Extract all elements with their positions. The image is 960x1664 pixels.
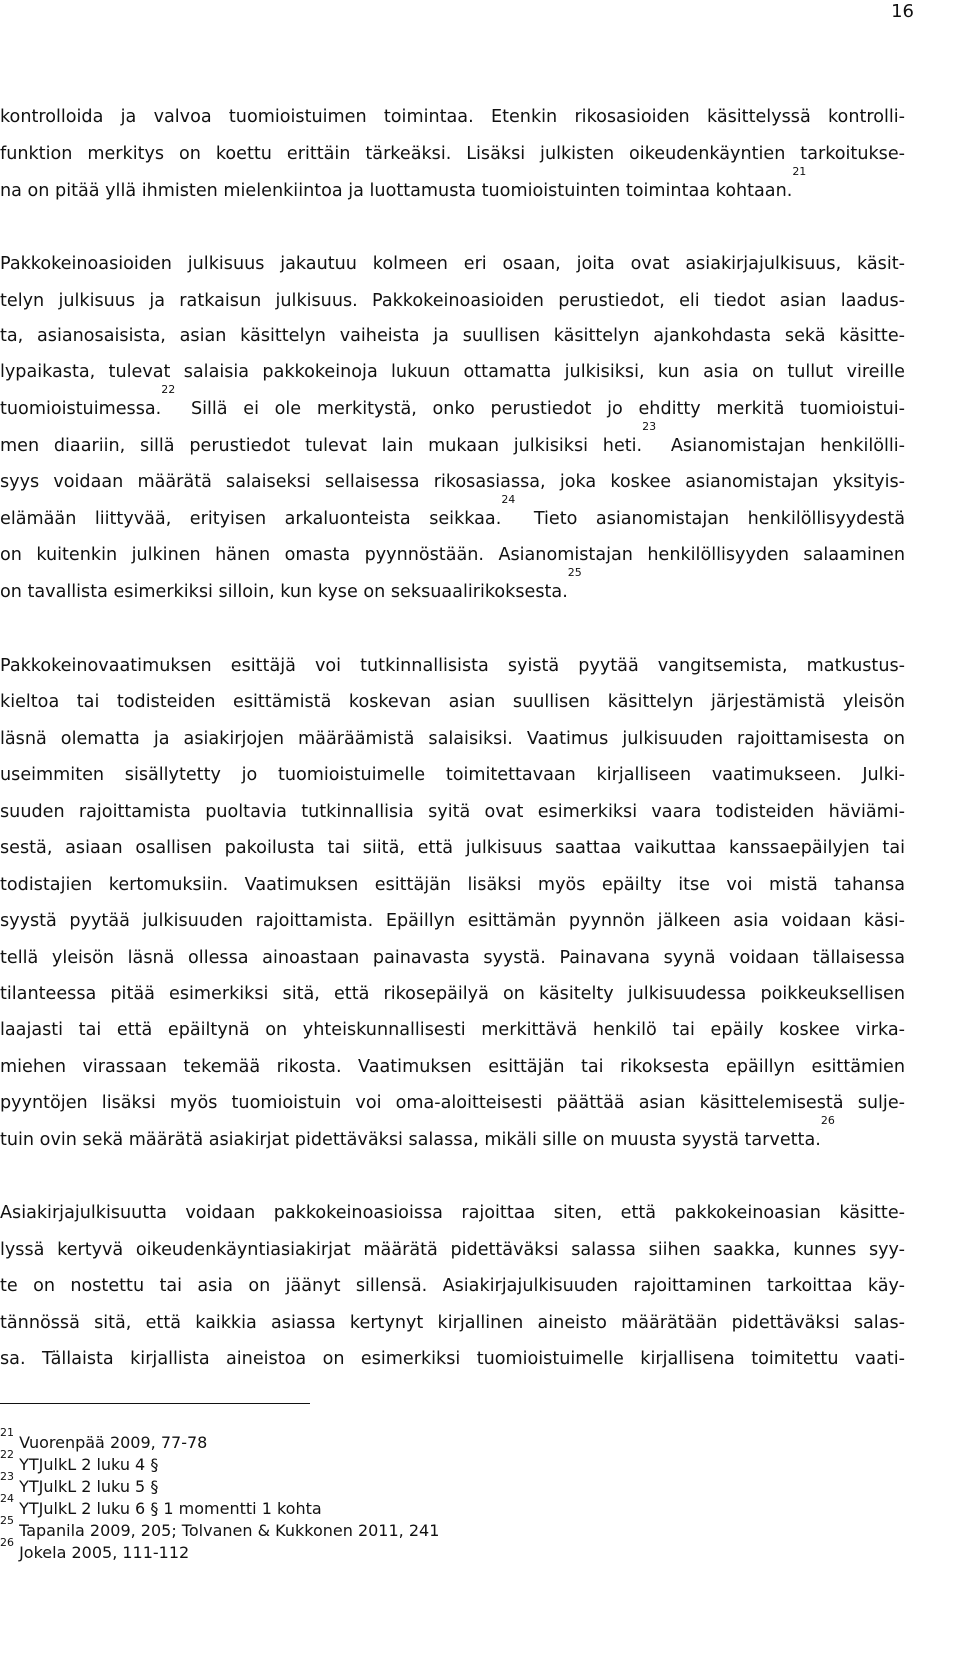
text-line: Pakkokeinovaatimuksen esittäjä voi tutkinnallisista syistä pyytää vangitsemista, matkustus-	[0, 656, 905, 676]
text-line: sa. Tällaista kirjallista aineistoa on esimerkiksi tuomioistuimelle kirjallisena toimitettu vaati-	[0, 1349, 905, 1369]
text-line: tännössä sitä, että kaikkia asiassa kertynyt kirjallinen aineisto määrätään pidettäväksi salas-	[0, 1313, 905, 1333]
footnote-ref: 25	[567, 566, 582, 579]
text-line: tuin ovin sekä määrätä asiakirjat pidettäväksi salassa, mikäli sille on muusta syystä tarvetta.$^{26}$	[0, 1114, 835, 1150]
text-line: miehen virassaan tekemää rikosta. Vaatimuksen esittäjän tai rikoksesta epäillyn esittämien	[0, 1057, 905, 1077]
text-line: sestä, asiaan osallisen pakoilusta tai siitä, että julkisuus saattaa vaikuttaa kanssaepäilyjen tai	[0, 838, 905, 858]
footnote-number: 25	[0, 1514, 14, 1527]
text-line: Pakkokeinoasioiden julkisuus jakautuu kolmeen eri osaan, joita ovat asiakirjajulkisuus, käsit-	[0, 254, 905, 274]
text-line: lyssä kertyvä oikeudenkäyntiasiakirjat määrätä pidettäväksi salassa siihen saakka, kunnes syy-	[0, 1240, 905, 1260]
text-line: on tavallista esimerkiksi silloin, kun kyse on seksuaalirikoksesta.$^{25}$	[0, 566, 582, 602]
footnote-ref: 23	[642, 420, 657, 433]
text-line: laajasti tai että epäiltynä on yhteiskunnallisesti merkittävä henkilö tai epäily koskee virka-	[0, 1020, 905, 1040]
footnote-ref: 26	[820, 1114, 835, 1127]
text-line: kontrolloida ja valvoa tuomioistuimen toimintaa. Etenkin rikosasioiden käsittelyssä kontrolli-	[0, 107, 905, 127]
text-line: on kuitenkin julkinen hänen omasta pyynnöstään. Asianomistajan henkilöllisyyden salaaminen	[0, 545, 905, 565]
footnote-separator	[0, 1403, 310, 1404]
text-line: funktion merkitys on koettu erittäin tärkeäksi. Lisäksi julkisten oikeudenkäyntien tarkoitukse-	[0, 144, 905, 164]
text-line: suuden rajoittamista puoltavia tutkinnallisia syitä ovat esimerkiksi vaara todisteiden häviämi-	[0, 802, 905, 822]
text-line: ta, asianosaisista, asian käsittelyn vaiheista ja suullisen käsittelyn ajankohdasta sekä käsitte-	[0, 326, 905, 346]
text-line: na on pitää yllä ihmisten mielenkiintoa ja luottamusta tuomioistuinten toimintaa kohtaan.$^{21}$	[0, 165, 807, 201]
text-line: syys voidaan määrätä salaiseksi sellaisessa rikosasiassa, joka koskee asianomistajan yksityis-	[0, 472, 905, 492]
footnote: $^{26}$ Jokela 2005, 111-112	[0, 1536, 190, 1562]
footnote-number: 24	[0, 1492, 14, 1505]
text-line: syystä pyytää julkisuuden rajoittamista. Epäillyn esittämän pyynnön jälkeen asia voidaan käsi-	[0, 911, 905, 931]
text-line: men diaariin, sillä perustiedot tulevat lain mukaan julkisiksi heti.$^{23}$ Asianomistajan henkilölli-	[0, 420, 905, 456]
text-line: te on nostettu tai asia on jäänyt sillensä. Asiakirjajulkisuuden rajoittaminen tarkoittaa käy-	[0, 1276, 905, 1296]
footnote: $^{23}$ YTJulkL 2 luku 5 §	[0, 1470, 159, 1496]
text-line: pyyntöjen lisäksi myös tuomioistuin voi oma-aloitteisesti päättää asian käsittelemisestä sulje-	[0, 1093, 905, 1113]
text-line: todistajien kertomuksiin. Vaatimuksen esittäjän lisäksi myös epäilty itse voi mistä tahansa	[0, 875, 905, 895]
footnote: $^{25}$ Tapanila 2009, 205; Tolvanen & Kukkonen 2011, 241	[0, 1514, 440, 1540]
footnote: $^{22}$ YTJulkL 2 luku 4 §	[0, 1448, 159, 1474]
footnote-ref: 24	[501, 493, 516, 506]
text-line: kieltoa tai todisteiden esittämistä koskevan asian suullisen käsittelyn järjestämistä yleisön	[0, 692, 905, 712]
footnote-number: 26	[0, 1536, 14, 1549]
footnote-ref: 21	[792, 165, 807, 178]
footnote: $^{24}$ YTJulkL 2 luku 6 § 1 momentti 1 kohta	[0, 1492, 322, 1518]
text-line: tilanteessa pitää esimerkiksi sitä, että rikosepäilyä on käsitelty julkisuudessa poikkeuksellisen	[0, 984, 905, 1004]
text-line: tellä yleisön läsnä ollessa ainoastaan painavasta syystä. Painavana syynä voidaan tällaisessa	[0, 948, 905, 968]
footnote-number: 23	[0, 1470, 14, 1483]
page-number: 16	[891, 1, 914, 22]
text-line: useimmiten sisällytetty jo tuomioistuimelle toimitettavaan kirjalliseen vaatimukseen. Julki-	[0, 765, 905, 785]
footnote: $^{21}$ Vuorenpää 2009, 77-78	[0, 1426, 208, 1452]
text-line: lypaikasta, tulevat salaisia pakkokeinoja lukuun ottamatta julkisiksi, kun asia on tullut vireille	[0, 362, 905, 382]
footnote-number: 22	[0, 1448, 14, 1461]
footnote-ref: 22	[161, 383, 176, 396]
text-line: Asiakirjajulkisuutta voidaan pakkokeinoasioissa rajoittaa siten, että pakkokeinoasian käsitte-	[0, 1203, 905, 1223]
text-line: telyn julkisuus ja ratkaisun julkisuus. Pakkokeinoasioiden perustiedot, eli tiedot asian laadus-	[0, 291, 905, 311]
text-line: elämään liittyvää, erityisen arkaluonteista seikkaa.$^{24}$ Tieto asianomistajan henkilöllisyydestä	[0, 493, 905, 529]
footnote-number: 21	[0, 1426, 14, 1439]
text-line: läsnä olematta ja asiakirjojen määräämistä salaisiksi. Vaatimus julkisuuden rajoittamisesta on	[0, 729, 905, 749]
text-line: tuomioistuimessa.$^{22}$ Sillä ei ole merkitystä, onko perustiedot jo ehditty merkitä tuomioistui-	[0, 383, 905, 419]
